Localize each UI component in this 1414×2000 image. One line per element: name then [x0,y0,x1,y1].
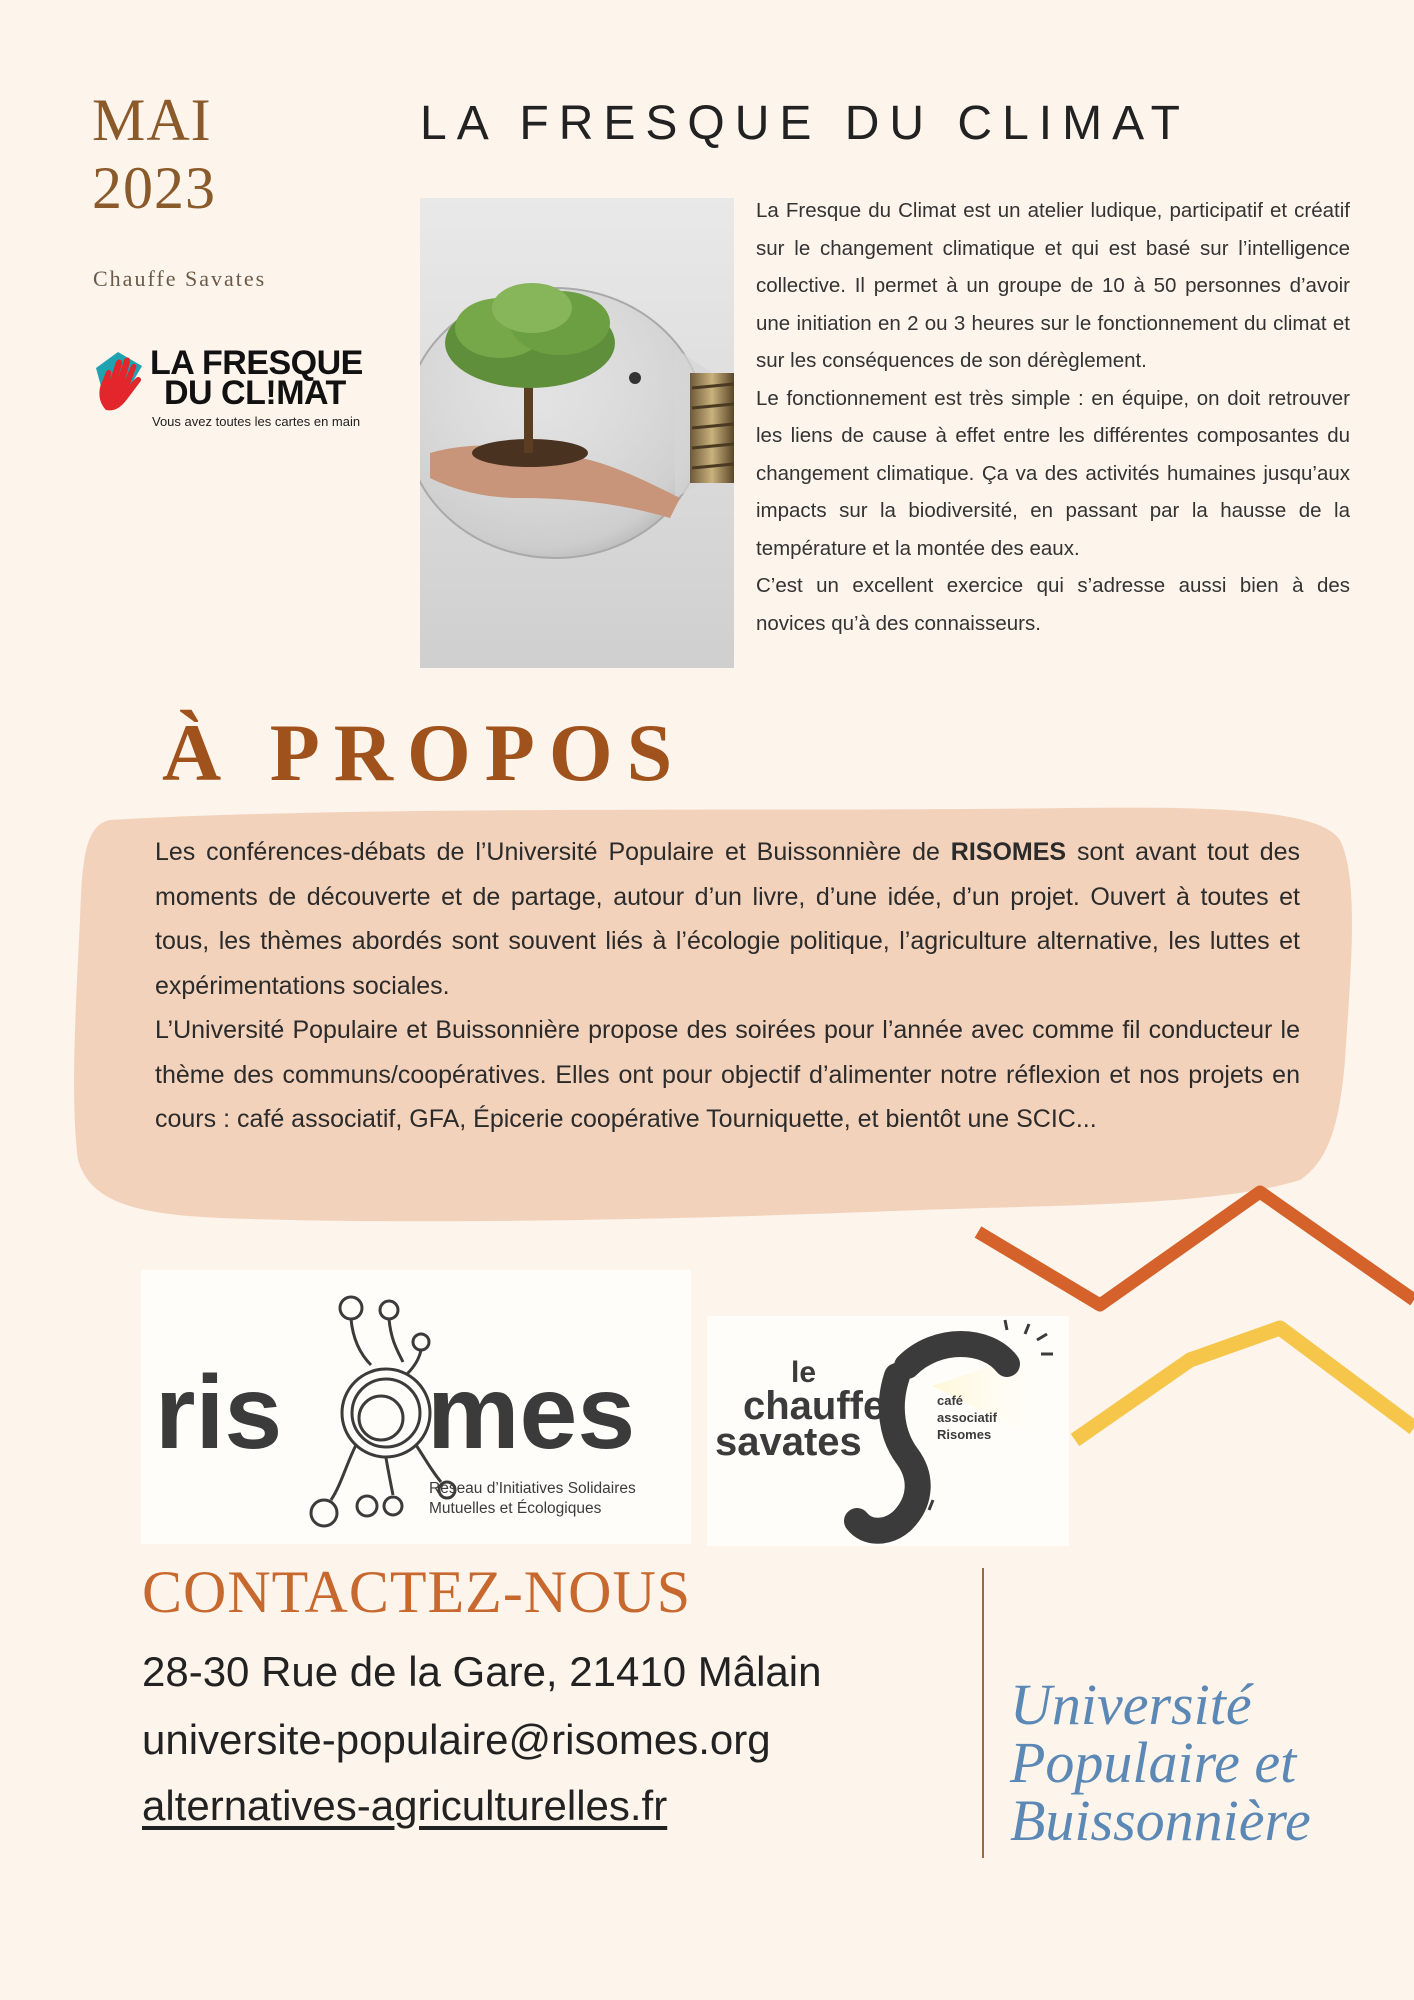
fresque-logo [92,346,382,432]
description-paragraph: C’est un excellent exercice qui s’adresse aussi bien à des novices qu’à des connaisseurs. [756,574,1350,635]
about-text [155,830,1300,1142]
contact-email[interactable]: universite-populaire@risomes.org [142,1716,771,1763]
university-line3: Buissonnière [1010,1788,1311,1853]
university-line1: Université [1010,1672,1252,1737]
description-paragraph: Le fonctionnement est très simple : en équipe, on doit retrouver les liens de cause à effet entre les différentes composantes du changement climatique. Ça va des activités humaines jusqu’aux impacts sur la biodiversité, en passant par la hausse de la température et la montée des eaux. [756,386,1350,560]
lightbulb-tree-photo [420,198,734,668]
fresque-logo-line2: DU CL!MAT [164,374,346,412]
fresque-logo-tagline: Vous avez toutes les cartes en main [152,414,361,429]
contact-title: CONTACTEZ-NOUS [142,1559,692,1625]
month: MAI [92,87,212,153]
risomes-word-left: ris [155,1355,283,1471]
hand-icon [92,350,150,414]
about-text-part: sont avant tout des moments de découverte et de partage, autour d’un livre, d’une idée, d’un projet. Ouvert à toutes et tous, les thèmes abordés sont souvent liés à l’écologie politique, l’agriculture alternative, les luttes et expérimentations sociales. [155,838,1300,1000]
about-title: À PROPOS [162,707,687,798]
venue-name: Chauffe Savates [93,266,267,291]
chauffe-savates-logo [707,1316,1069,1546]
risomes-subtitle-line2: Mutuelles et Écologiques [429,1500,602,1517]
chauffe-logo-savates: savates [715,1420,862,1464]
cafe-line1: café [937,1393,964,1408]
page-title: LA FRESQUE DU CLIMAT [420,97,1190,150]
chauffe-logo-cafe [937,1392,997,1443]
cafe-line2: associatif [937,1410,997,1425]
risomes-bold: RISOMES [950,838,1067,866]
contact-website-link[interactable]: alternatives-agriculturelles.fr [142,1782,668,1829]
university-line2: Populaire et [1010,1730,1297,1795]
fresque-description [756,192,1350,642]
chauffe-logo-chauffe: chauffe [743,1384,886,1428]
risomes-subtitle-line1: Réseau d’Initiatives Solidaires [429,1480,636,1497]
about-text-part: Les conférences-débats de l’Université Populaire et Buissonnière de [155,838,951,866]
about-paragraph-1 [155,830,1300,1008]
month-year [92,86,216,222]
fresque-logo-line1: LA FRESQUE [150,344,363,382]
about-paragraph-2: L’Université Populaire et Buissonnière propose des soirées pour l’année avec comme fil conducteur le thème des communs/coopératives. Elles ont pour objectif d’alimenter notre réflexion et nos projets en cours : café associatif, GFA, Épicerie coopérative Tourniquette, et bientôt une SCIC... [155,1016,1300,1133]
risomes-logo [141,1270,691,1544]
year: 2023 [92,155,216,221]
university-name [1010,1672,1311,1853]
divider [982,1568,984,1858]
risomes-subtitle [429,1479,636,1519]
description-paragraph: La Fresque du Climat est un atelier ludique, participatif et créatif sur le changement climatique et qui est basé sur l’intelligence collective. Il permet à un groupe de 10 à 50 personnes d’avoir une initiation en 2 ou 3 heures sur le fonctionnement du climat et sur les conséquences de son dérèglement. [756,199,1350,372]
contact-address: 28-30 Rue de la Gare, 21410 Mâlain [142,1648,822,1695]
chauffe-logo-le: le [791,1356,817,1389]
risomes-word-right: mes [427,1355,636,1471]
cafe-line3: Risomes [937,1427,992,1442]
